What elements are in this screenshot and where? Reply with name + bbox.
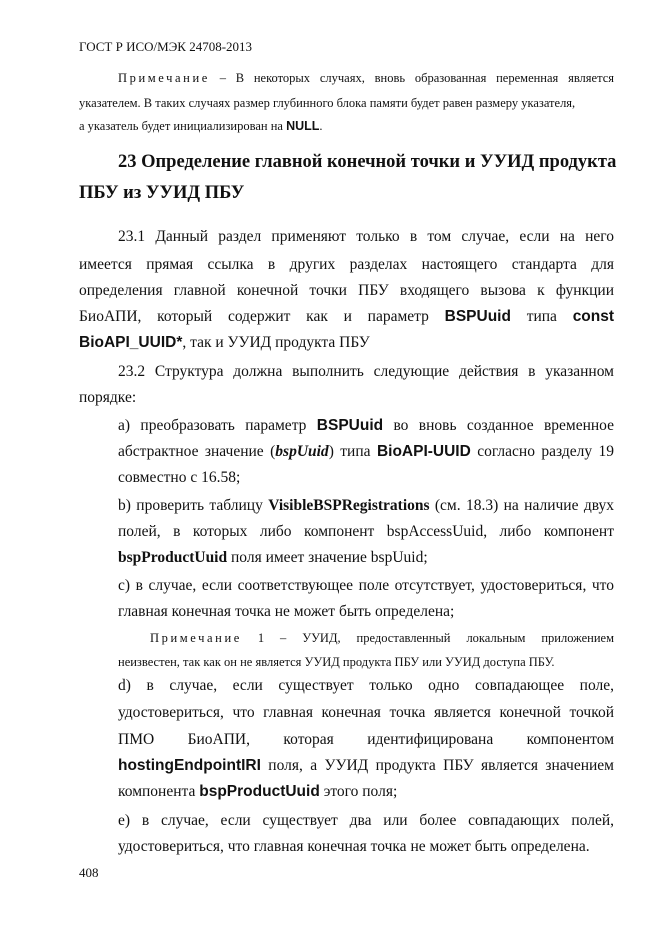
item-c-line-1: c) в случае, если соответствующее поле отсутствует, удостовериться, что — [118, 577, 614, 594]
item-e-line-1: e) в случае, если существует два или более совпадающих полей, — [118, 812, 614, 829]
page-number: 408 — [79, 865, 99, 880]
item-b-line-1: b) проверить таблицу VisibleBSPRegistrations (см. 18.3) на наличие двух — [118, 497, 614, 514]
p231-line-2: имеется прямая ссылка в других разделах настоящего стандарта для — [79, 256, 614, 273]
item-d-line-2: удостовериться, что главная конечная точка является конечной точкой — [118, 704, 614, 721]
item-d-line-5: компонента bspProductUuid этого поля; — [118, 783, 398, 800]
item-a-line-3: совместно с 16.58; — [118, 469, 241, 486]
note2-line-2: неизвестен, так как он не является УУИД продукта ПБУ или УУИД доступа ПБУ. — [118, 655, 555, 669]
p231-line-3: определения главной конечной точки ПБУ входящего вызова к функции — [79, 282, 614, 299]
item-a-line-1: a) преобразовать параметр BSPUuid во вновь созданное временное — [118, 417, 614, 434]
page-header: ГОСТ Р ИСО/МЭК 24708-2013 — [79, 39, 253, 54]
item-d-line-1: d) в случае, если существует только одно совпадающее поле, — [118, 677, 614, 694]
item-b-line-3: bspProductUuid поля имеет значение bspUuid; — [118, 549, 428, 566]
item-b-line-2: полей, в которых либо компонент bspAccessUuid, либо компонент — [118, 523, 614, 540]
item-d-line-4: hostingEndpointIRI поля, а УУИД продукта ПБУ является значением — [118, 757, 614, 774]
p231-line-1: 23.1 Данный раздел применяют только в том случае, если на него — [118, 228, 614, 245]
p232-line-1: 23.2 Структура должна выполнить следующие действия в указанном — [118, 363, 614, 380]
p232-line-2: порядке: — [79, 389, 137, 406]
note-line-3: а указатель будет инициализирован на NULL. — [79, 119, 323, 133]
item-a-line-2: абстрактное значение (bspUuid) типа BioAPI-UUID согласно разделу 19 — [118, 443, 615, 460]
item-c-line-2: главная конечная точка не может быть определена; — [118, 603, 455, 620]
note2-line-1: Примечание 1 – УУИД, предоставленный локальным приложением — [150, 631, 615, 645]
note-line-1: Примечание – В некоторых случаях, вновь образованная переменная является — [118, 71, 615, 85]
item-d-line-3: ПМО БиоАПИ, которая идентифицирована компонентом — [118, 731, 614, 748]
note-line-2: указателем. В таких случаях размер глубинного блока памяти будет равен размеру указателя, — [79, 96, 576, 110]
section-heading-line-2: ПБУ из УУИД ПБУ — [79, 183, 245, 203]
p231-line-4: БиоАПИ, который содержит как и параметр BSPUuid типа const — [79, 308, 615, 325]
section-heading-line-1: 23 Определение главной конечной точки и УУИД продукта — [118, 152, 617, 172]
p231-line-5: BioAPI_UUID*, так и УУИД продукта ПБУ — [79, 334, 370, 351]
item-e-line-2: удостовериться, что главная конечная точка не может быть определена. — [118, 838, 590, 855]
